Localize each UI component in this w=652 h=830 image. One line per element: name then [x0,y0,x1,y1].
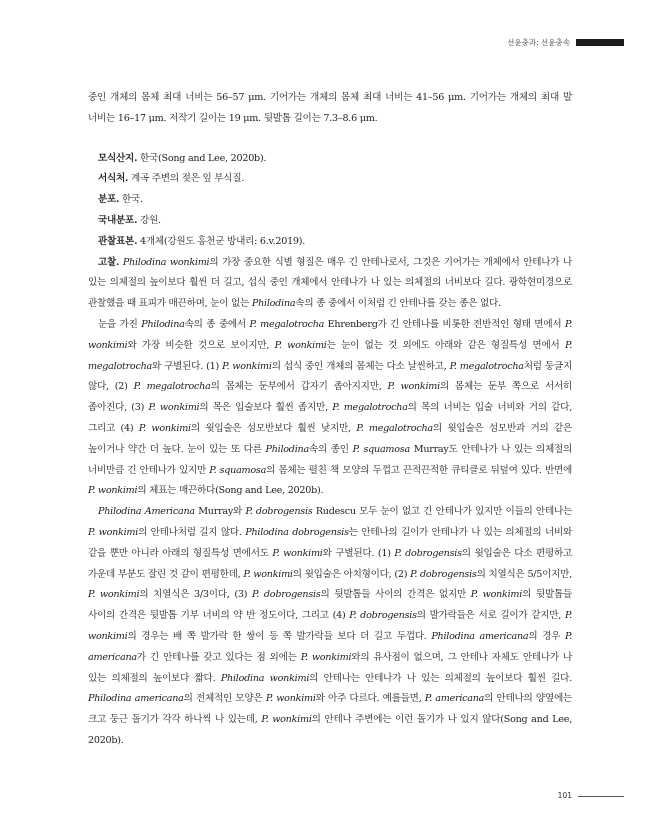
text-run: 의 안테나의 양옆에는 크고 둥근 돌기가 각각 하나씩 나 있는데, [88,693,572,726]
field-label: 분포. [98,194,120,206]
text-run: 의 치열식은 5/5이지만, [476,568,572,580]
text-run: 의 발가락들은 서로 길이가 같지만, [416,610,565,622]
text-run: 의 가장 중요한 식별 형질은 매우 긴 안테나로서, 그것은 기어가는 개체에서 안테나가 나 있는 의체절의 높이보다 훨씬 더 길고, 섭식 중인 개체에서 안테나가 나 있는 의체절의 너비보다 길다. 광학현미경으로 관찰했을 때 표피가 매끈하며, 눈이 없는 [88,256,572,310]
header-bar [576,39,624,46]
field-value: 계곡 주변의 젖은 잎 부식질. [128,173,245,185]
text-run: Rudescu 모두 눈이 없고 긴 안테나가 있지만 이들의 안테나는 [312,506,573,518]
text-run: 속의 종인 [308,443,353,455]
text-run: 의 목의 너비는 입술 너비와 거의 같다, 그리고 (4) [88,402,572,434]
taxon-name: Philodina wonkimi [220,672,310,684]
text-run: 와 아주 다르다. 예를들면, [315,693,425,705]
field-label: 서식처. [98,173,129,185]
taxon-name: P. wonkimi [88,485,138,497]
field-label: 모식산지. [98,152,138,164]
taxon-name: P. dobrogensis [410,568,477,580]
text-run: 의 안테나처럼 길지 않다. [138,526,246,538]
comparison-paragraph-1 [88,315,572,502]
text-run: 는 안테나의 길이가 안테나가 나 있는 의체절의 너비와 같을 뿐만 아니라 아래의 형질특성 면에서도 [88,526,573,559]
field-value: 한국. [119,194,143,206]
taxon-name: P. megalotrocha [332,402,408,414]
remarks-body [88,257,572,310]
text-run: 의 경우 [528,630,565,642]
taxon-name: P. wonkimi [243,568,293,580]
intro-paragraph: 중인 개체의 몸체 최대 너비는 56–57 μm. 기어가는 개체의 몸체 최대 너비는 41–56 μm. 기어가는 개체의 최대 발 너비는 16–17 μm. 저작기 길이는 19 μm. 뒷발톱 길이는 7.3–8.6 μm. [88,92,572,124]
text-run: 의 윗입술은 섬모반보다 훨씬 낮지만, [190,422,357,434]
taxon-name: P. wonkimi [148,402,200,414]
taxon-name: Philodina [141,318,185,330]
taxon-name: P. wonkimi [272,547,323,559]
text-run: 와 구별된다. (1) [151,360,223,372]
taxon-name: Philodina [251,298,296,310]
text-run: 의 체표는 매끈하다(Song and Lee, 2020b). [137,485,324,497]
field-habitat [88,169,572,190]
text-run: 의 치열식은 3/3이다, (3) [139,589,253,601]
field-value: 강원. [137,214,161,226]
taxon-name: P. wonkimi [88,526,139,538]
text-run: 가 긴 안테나를 갖고 있다는 점 외에는 [136,651,301,663]
text-run: 의 윗입술은 다소 편평하고 가운데 부분도 잘린 것 같이 편평한데, [88,547,572,580]
text-run: 의 섭식 중인 개체의 몸체는 다소 날씬하고, [271,360,450,372]
taxon-name: P. wonkimi [265,693,316,705]
taxon-name: P. dobrogensis [349,610,417,622]
taxon-name: Philodina [265,443,309,455]
taxon-name: P. dobrogensis [252,589,321,601]
text-run: 와 구별된다. (1) [322,547,395,559]
text-run: 눈을 가진 [98,318,142,330]
page-number: 101 [557,791,572,800]
footer-rule [578,796,624,797]
taxon-name: P. wonkimi [222,360,272,372]
text-run: 의 몸체는 둔부에서 갑자기 좁아지지만, [210,381,388,393]
page-footer [0,790,652,802]
taxon-name: Philodina americana [88,693,184,705]
taxon-name: P. wonkimi [88,589,140,601]
text-run: 의 몸체는 펼친 책 모양의 두껍고 끈적끈적한 큐티클로 뒤덮여 있다. 반면에 [266,464,573,476]
field-domestic-distribution [88,211,572,232]
taxon-name: P. americana [424,693,485,705]
section-gap [88,130,572,149]
text-run: 의 뒷발톱들 사이의 간격은 뒷발톱 기부 너비의 약 반 정도이다, 그리고 (4) [88,589,573,622]
field-material-examined [88,232,572,253]
field-label: 국내분포. [98,214,138,226]
field-value: 4개체(강원도 홍천군 방내리: 6.v.2019). [137,235,306,247]
text-run: 의 전체적인 모양은 [183,693,266,705]
taxon-name: Philodina dobrogensis [245,526,349,538]
text-run: 의 윗입술은 아치형이다, (2) [292,568,411,580]
text-run: 의 목은 입술보다 훨씬 좁지만, [199,402,333,414]
taxon-name: P. dobrogensis [394,547,462,559]
field-distribution [88,190,572,211]
taxon-name: P. squamosa [209,464,267,476]
taxon-name: P. dobrogensis [245,506,313,518]
taxon-name: P. megalotrocha [249,318,325,330]
remarks-paragraph [88,253,572,315]
running-header [0,37,652,51]
main-content [88,88,572,752]
text-run: 의 경우는 배 쪽 발가락 한 쌍이 등 쪽 발가락들 보다 더 길고 두껍다. [127,630,432,642]
text-run: 의 뒷발톱들 사이의 간격은 없지만 [320,589,471,601]
text-run: 처럼 둥글지 않다, (2) [88,360,572,393]
taxon-name: P. wonkimi [138,422,191,434]
taxon-name: Philodina americana [431,630,529,642]
taxon-name: P. wonkimi [88,610,572,642]
taxon-name: Philodina Americana [98,506,195,518]
field-label: 관찰표본. [98,235,138,247]
taxon-name: P. americana [88,630,573,663]
text-run: 의 몸체는 둔부 쪽으로 서서히 좁아진다, (3) [88,381,572,414]
text-run: Ehrenberg가 긴 안테나를 비롯한 전반적인 형태 면에서 [324,318,565,330]
taxon-name: P. megalotrocha [88,339,572,372]
taxon-name: P. wonkimi [387,381,440,393]
text-run: 의 윗입술은 섬모반과 거의 같은 높이거나 약간 더 높다. 눈이 있는 또 다른 [88,422,573,455]
text-run: 와 가장 비슷한 것으로 보이지만, [127,339,275,351]
taxon-name: P. wonkimi [470,589,523,601]
taxon-name: P. wonkimi [300,651,352,663]
comparison-paragraph-2 [88,502,572,752]
taxon-name: Philodina wonkimi [122,256,210,268]
running-title: 선윤충과: 선윤충속 [507,38,570,47]
text-run: 의 안테나 주변에는 이런 돌기가 나 있지 않다(Song and Lee, 2020b). [88,714,572,746]
text-run: Murray와 [194,506,246,518]
taxon-name: P. megalotrocha [356,422,433,434]
text-run: 속의 종 중에서 [184,318,250,330]
taxon-name: P. wonkimi [274,339,327,351]
remarks-label: 고찰. [98,256,120,268]
text-run: 는 눈이 없는 것 외에도 아래와 같은 형질특성 면에서 [326,339,565,351]
field-type-locality [88,149,572,170]
taxon-name: P. wonkimi [261,714,312,726]
taxon-name: P. megalotrocha [449,360,524,372]
field-value: 한국(Song and Lee, 2020b). [137,152,267,164]
text-run: 속의 종 중에서 이처럼 긴 안테나를 갖는 종은 없다. [295,298,501,310]
text-run: 의 안테나는 안테나가 나 있는 의체절의 높이보다 훨씬 길다. [309,672,572,684]
taxon-name: P. squamosa [352,443,410,455]
taxon-name: P. wonkimi [88,318,573,351]
taxon-name: P. megalotrocha [133,381,211,393]
text-run: 와의 유사점이 없으며, 그 안테나 자체도 안테나가 나 있는 의체절의 높이보다 짧다. [88,651,572,684]
text-run: Murray도 안테나가 나 있는 의체절의 너비만큼 긴 안테나가 있지만 [88,443,572,476]
